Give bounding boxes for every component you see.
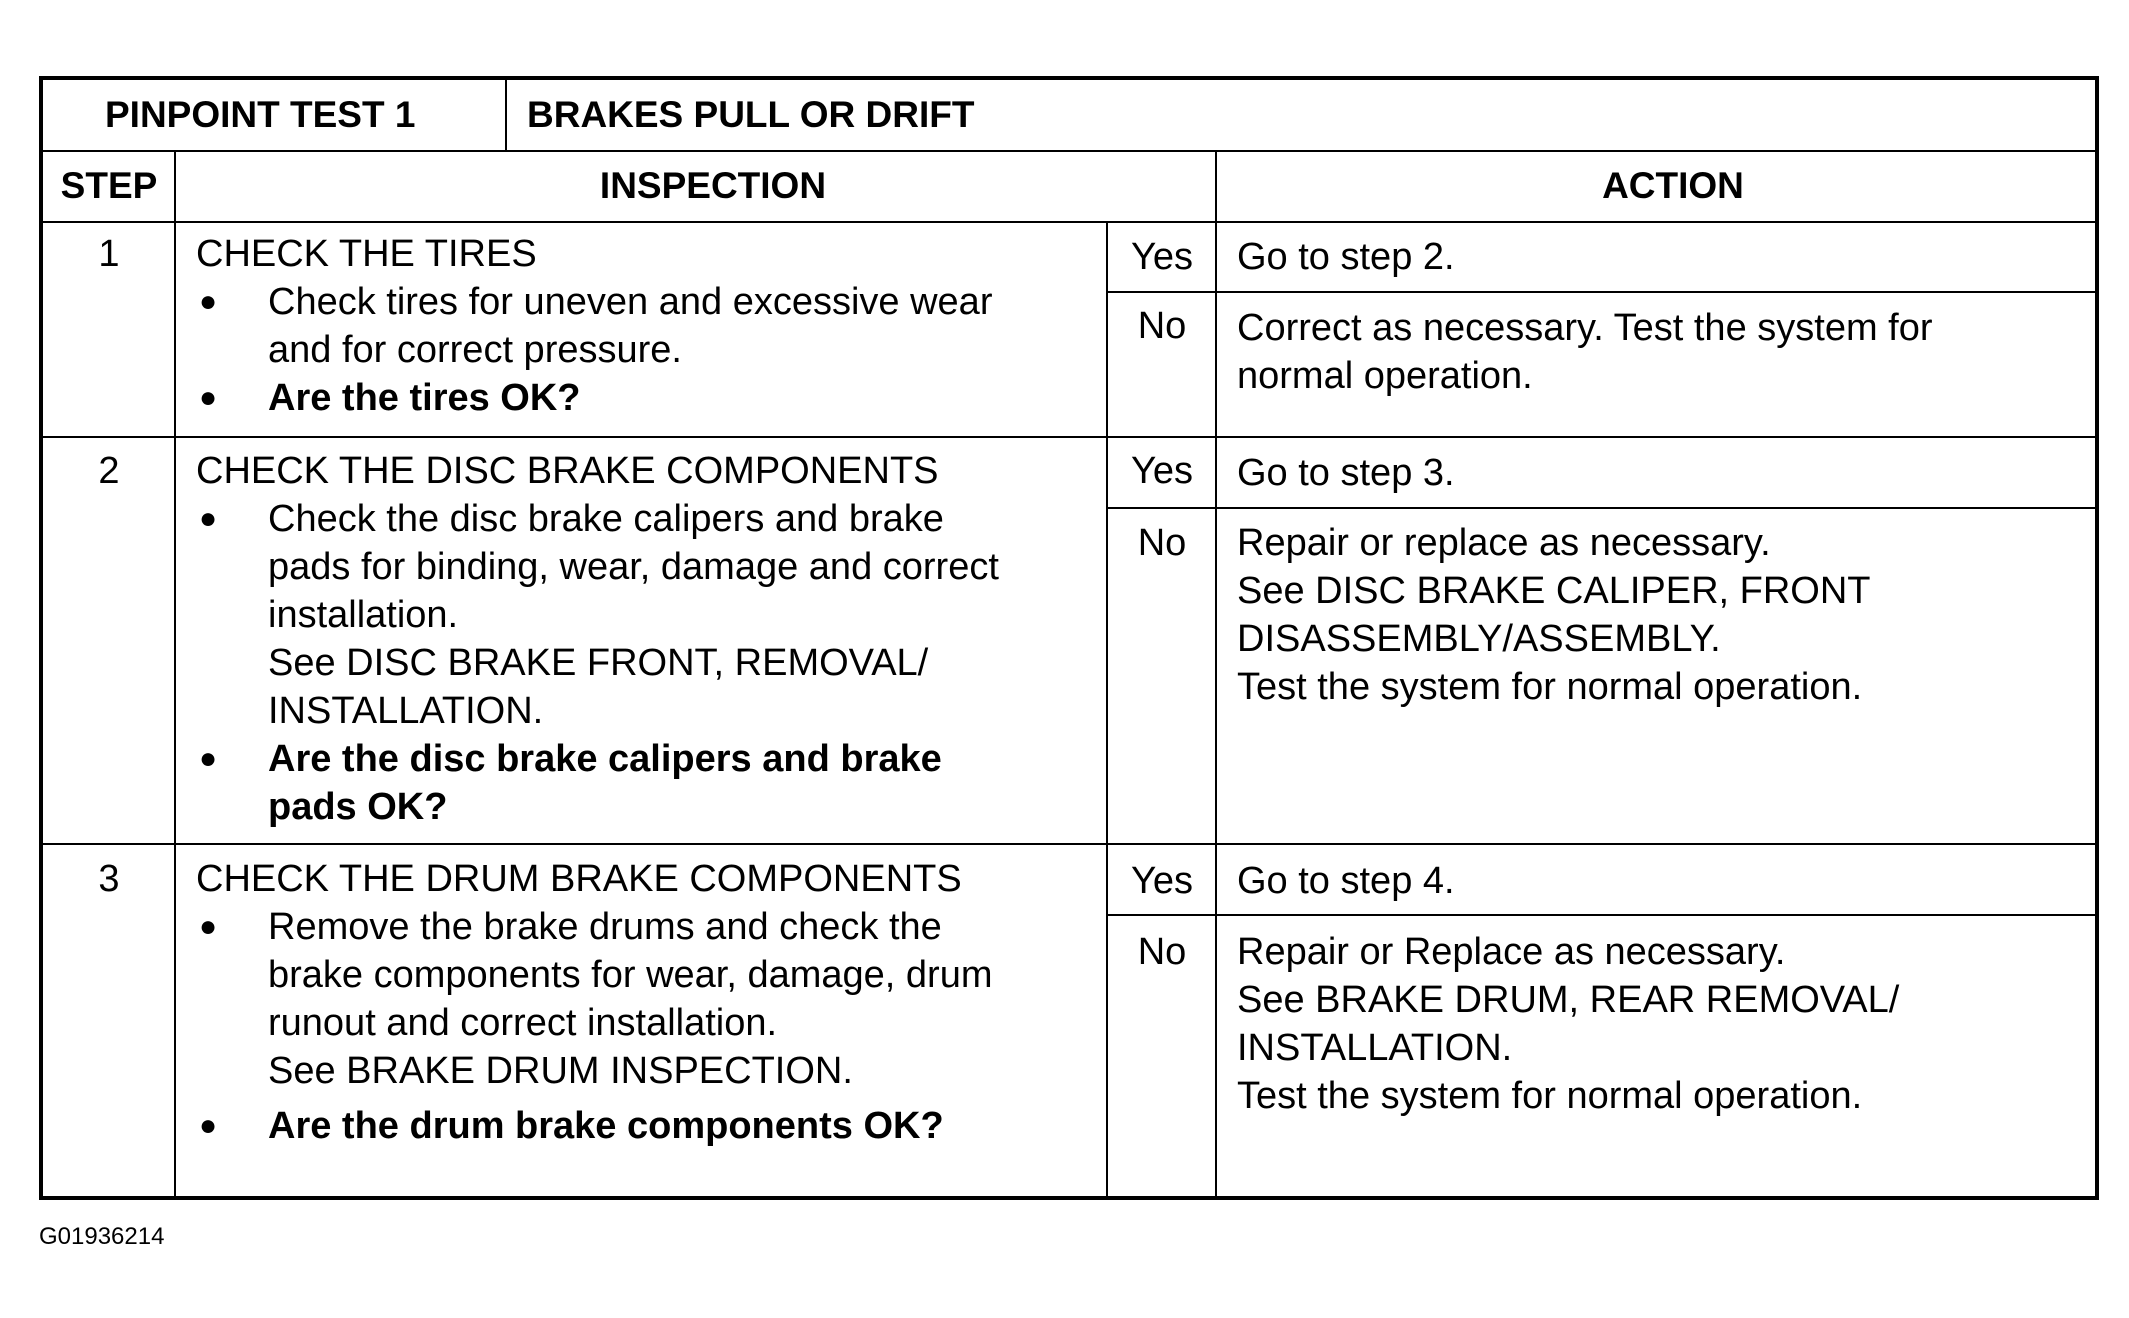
- row1-question: Are the tires OK?: [268, 377, 581, 419]
- row2-question: Are the disc brake calipers and brake: [268, 738, 942, 780]
- row3-yes-no-split: [1106, 914, 2095, 916]
- row2-title: CHECK THE DISC BRAKE COMPONENTS: [196, 450, 939, 492]
- row1-no-label: No: [1137, 305, 1187, 347]
- row3-inspection-line: See BRAKE DRUM INSPECTION.: [268, 1050, 853, 1092]
- row2-no-action-line: DISASSEMBLY/ASSEMBLY.: [1237, 618, 1721, 660]
- row2-no-action-line: Test the system for normal operation.: [1237, 666, 1863, 708]
- row1-title: CHECK THE TIRES: [196, 233, 537, 275]
- row-separator-1: [43, 436, 2095, 438]
- row2-inspection-line: installation.: [268, 594, 459, 636]
- step-number: 2: [98, 450, 120, 492]
- row2-yes-action: Go to step 3.: [1237, 452, 1455, 494]
- row3-title: CHECK THE DRUM BRAKE COMPONENTS: [196, 858, 962, 900]
- row2-inspection-line: See DISC BRAKE FRONT, REMOVAL/: [268, 642, 929, 684]
- row2-inspection-line: INSTALLATION.: [268, 690, 544, 732]
- bullet-icon: ●: [199, 910, 218, 943]
- row-separator-2: [43, 843, 2095, 845]
- row1-yes-label: Yes: [1131, 236, 1193, 278]
- row2-no-label: No: [1137, 522, 1187, 564]
- row3-yes-label: Yes: [1131, 860, 1193, 902]
- bullet-icon: ●: [199, 742, 218, 775]
- row3-inspection-line: brake components for wear, damage, drum: [268, 954, 993, 996]
- row1-inspection-line: Check tires for uneven and excessive wear: [268, 281, 993, 323]
- pinpoint-test-table: [39, 76, 2099, 1200]
- row3-inspection-line: Remove the brake drums and check the: [268, 906, 942, 948]
- row1-no-action-line: Correct as necessary. Test the system for: [1237, 307, 1933, 349]
- bullet-icon: ●: [199, 502, 218, 535]
- header-rule: [43, 150, 2095, 152]
- test-label: PINPOINT TEST 1: [105, 94, 416, 135]
- row3-question: Are the drum brake components OK?: [268, 1105, 944, 1147]
- bullet-icon: ●: [199, 285, 218, 318]
- step-number: 3: [98, 858, 120, 900]
- test-title: BRAKES PULL OR DRIFT: [527, 94, 975, 135]
- row1-no-action-line: normal operation.: [1237, 355, 1533, 397]
- row1-inspection-line: and for correct pressure.: [268, 329, 682, 371]
- row2-no-action-line: Repair or replace as necessary.: [1237, 522, 1771, 564]
- col-step-header: STEP: [60, 165, 158, 206]
- row2-inspection-line: Check the disc brake calipers and brake: [268, 498, 944, 540]
- row2-inspection-line: pads for binding, wear, damage and correct: [268, 546, 999, 588]
- col-inspection-header: INSPECTION: [599, 165, 827, 206]
- yes-no-column-divider: [1106, 221, 1108, 1196]
- row3-yes-action: Go to step 4.: [1237, 860, 1455, 902]
- bullet-icon: ●: [199, 1109, 218, 1142]
- row3-no-action-line: Repair or Replace as necessary.: [1237, 931, 1786, 973]
- row3-no-label: No: [1137, 931, 1187, 973]
- row3-inspection-line: runout and correct installation.: [268, 1002, 778, 1044]
- header-divider: [505, 80, 507, 151]
- row1-yes-no-split: [1106, 291, 2095, 293]
- row1-yes-action: Go to step 2.: [1237, 236, 1455, 278]
- bullet-icon: ●: [199, 381, 218, 414]
- figure-id: G01936214: [39, 1223, 165, 1250]
- step-column-divider: [174, 150, 176, 1196]
- row2-yes-no-split: [1106, 507, 2095, 509]
- row3-no-action-line: INSTALLATION.: [1237, 1027, 1513, 1069]
- row2-question: pads OK?: [268, 786, 448, 828]
- row2-no-action-line: See DISC BRAKE CALIPER, FRONT: [1237, 570, 1871, 612]
- row2-yes-label: Yes: [1131, 450, 1193, 492]
- step-number: 1: [98, 233, 120, 275]
- row3-no-action-line: See BRAKE DRUM, REAR REMOVAL/: [1237, 979, 1900, 1021]
- row3-no-action-line: Test the system for normal operation.: [1237, 1075, 1863, 1117]
- col-action-header: ACTION: [1602, 165, 1744, 206]
- column-header-rule: [43, 221, 2095, 223]
